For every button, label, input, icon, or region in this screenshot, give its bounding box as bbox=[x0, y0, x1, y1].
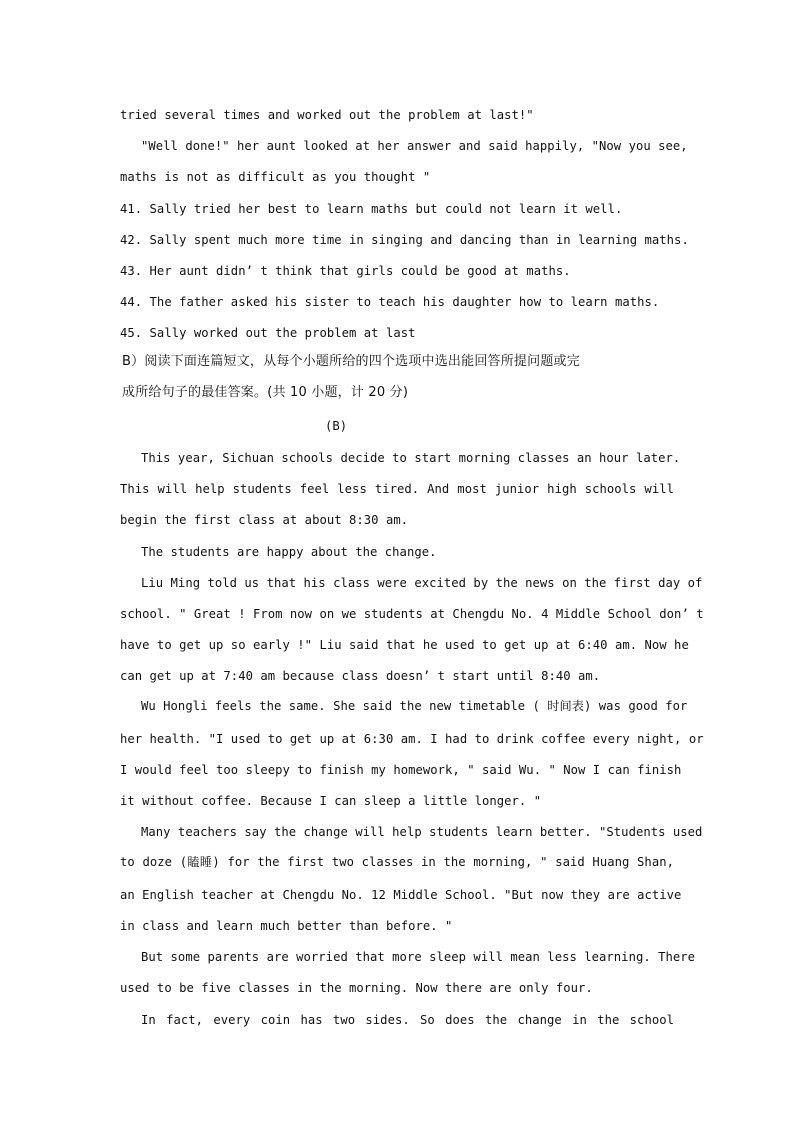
statement-44: 44. The father asked his sister to teach his daughter how to learn maths. bbox=[120, 295, 660, 309]
passage-line: used to be five classes in the morning. Now there are only four. bbox=[120, 981, 593, 995]
passage-line: an English teacher at Chengdu No. 12 Middle School. "But now they are active bbox=[120, 888, 682, 902]
passage-line: in class and learn much better than before. " bbox=[120, 919, 453, 933]
statement-45: 45. Sally worked out the problem at last bbox=[120, 326, 416, 340]
statement-41: 41. Sally tried her best to learn maths but could not learn it well. bbox=[120, 202, 623, 216]
passage-line: can get up at 7:40 am because class doesn’ t start until 8:40 am. bbox=[120, 669, 601, 683]
passage-line: In fact, every coin has two sides. So does the change in the school bbox=[141, 1013, 674, 1027]
passage-line: her health. "I used to get up at 6:30 am. I had to drink coffee every night, or bbox=[120, 732, 704, 746]
passage-line: school. " Great ! From now on we students at Chengdu No. 4 Middle School don’ t bbox=[120, 607, 704, 621]
passage-line: Many teachers say the change will help students learn better. "Students used bbox=[141, 825, 703, 839]
passage-line: This will help students feel less tired. And most junior high schools will bbox=[120, 482, 674, 496]
section-b-instruction: 成所给句子的最佳答案。(共 10 小题，计 20 分) bbox=[122, 385, 409, 400]
passage-line: tried several times and worked out the problem at last!" bbox=[120, 108, 534, 122]
section-b-label: (B) bbox=[325, 419, 348, 433]
passage-line: have to get up so early !" Liu said that he used to get up at 6:40 am. Now he bbox=[120, 638, 689, 652]
passage-line: to doze (瞌睡) for the first two classes in the morning, " said Huang Shan, bbox=[120, 855, 674, 869]
passage-line: begin the first class at about 8:30 am. bbox=[120, 513, 409, 527]
statement-42: 42. Sally spent much more time in singing and dancing than in learning maths. bbox=[120, 233, 689, 247]
passage-line: Liu Ming told us that his class were excited by the news on the first day of bbox=[141, 576, 703, 590]
passage-line: But some parents are worried that more sleep will mean less learning. There bbox=[141, 950, 696, 964]
passage-line: maths is not as difficult as you thought " bbox=[120, 170, 431, 184]
statement-43: 43. Her aunt didn’ t think that girls could be good at maths. bbox=[120, 264, 571, 278]
passage-line: Wu Hongli feels the same. She said the new timetable ( 时间表) was good for bbox=[141, 699, 688, 713]
passage-line: I would feel too sleepy to finish my homework, " said Wu. " Now I can finish bbox=[120, 763, 682, 777]
section-b-instruction: B）阅读下面连篇短文，从每个小题所给的四个选项中选出能回答所提问题或完 bbox=[122, 354, 580, 369]
passage-line: it without coffee. Because I can sleep a little longer. " bbox=[120, 794, 542, 808]
passage-line: This year, Sichuan schools decide to start morning classes an hour later. bbox=[141, 451, 681, 465]
passage-line: "Well done!" her aunt looked at her answer and said happily, "Now you see, bbox=[141, 139, 688, 153]
passage-line: The students are happy about the change. bbox=[141, 545, 437, 559]
